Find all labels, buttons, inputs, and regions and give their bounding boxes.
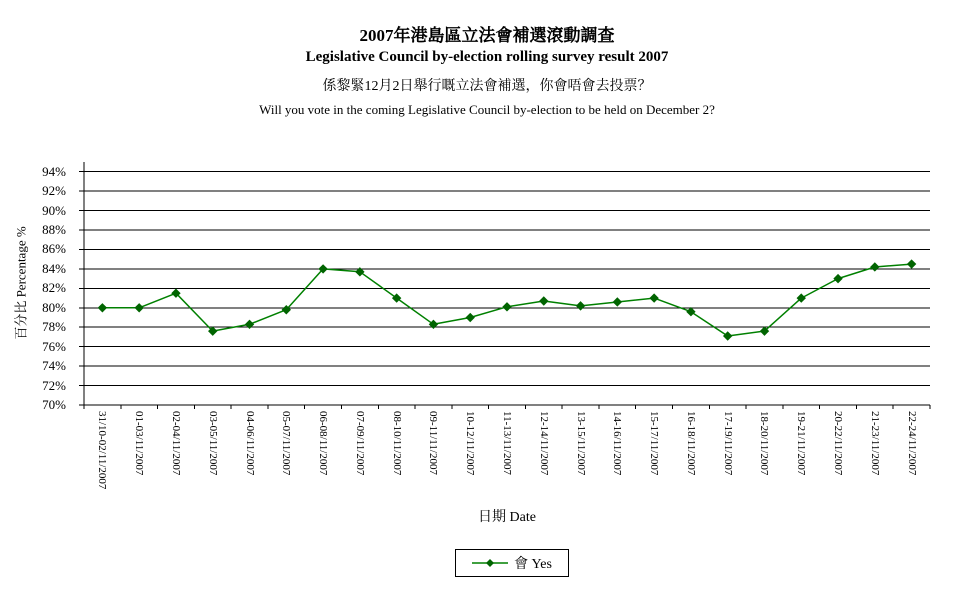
x-tick-label: 11-13/11/2007 [501,411,513,475]
x-tick-label: 08-10/11/2007 [390,411,403,476]
chart-title-en: Legislative Council by-election rolling survey result 2007 [305,49,669,65]
data-point-marker [908,260,916,268]
x-tick-label: 01-03/11/2007 [133,411,146,476]
y-tick-label: 92% [42,183,66,199]
y-tick-label: 94% [42,163,66,179]
x-tick-label: 10-12/11/2007 [464,411,477,476]
y-axis-title: 百分比 Percentage % [13,226,29,340]
data-point-marker [687,308,695,316]
data-point-marker [613,298,621,306]
y-tick-label: 76% [42,338,66,354]
plot-area-svg [78,162,936,414]
x-tick-label: 14-16/11/2007 [611,411,624,476]
data-point-marker [503,303,511,311]
data-point-marker [540,297,548,305]
y-tick-label: 82% [42,280,66,296]
series-line [102,264,911,336]
data-point-marker [577,302,585,310]
x-tick-label: 06-08/11/2007 [317,411,330,476]
y-tick-label: 80% [42,299,66,315]
x-tick-label: 05-07/11/2007 [280,411,293,476]
data-point-marker [98,304,106,312]
x-tick-label: 03-05/11/2007 [206,411,219,476]
data-point-marker [135,304,143,312]
legend-series-marker-icon [472,558,508,568]
legend [455,549,569,577]
y-tick-label: 74% [42,358,66,374]
y-tick-label: 72% [42,377,66,393]
x-tick-label: 21-23/11/2007 [868,411,881,476]
y-tick-label: 70% [42,397,66,412]
x-tick-label: 18-20/11/2007 [758,411,771,476]
x-tick-label: 13-15/11/2007 [574,411,587,476]
data-point-marker [466,314,474,322]
data-point-marker [871,263,879,271]
x-tick-label: 20-22/11/2007 [832,411,845,476]
x-tick-label: 19-21/11/2007 [795,411,808,476]
y-tick-label: 88% [42,222,66,238]
y-tick-label: 86% [42,241,66,257]
chart-subtitle-en: Will you vote in the coming Legislative Council by-election to be held on December 2? [259,102,715,117]
x-tick-label: 31/10-02/11/2007 [96,411,109,490]
x-tick-label: 15-17/11/2007 [648,411,661,476]
legend-label: 會 Yes [514,557,552,572]
x-tick-label: 09-11/11/2007 [427,411,440,475]
x-tick-label: 12-14/11/2007 [537,411,550,476]
data-point-marker [650,294,658,302]
data-point-marker [834,275,842,283]
y-tick-label: 90% [42,202,66,218]
chart-title-zh: 2007年港島區立法會補選滾動調查 [359,26,615,45]
chart-subtitle-zh: 係黎緊12月2日舉行嘅立法會補選，你會唔會去投票？ [322,79,652,94]
x-tick-label: 17-19/11/2007 [721,411,734,476]
data-point-marker [724,332,732,340]
x-axis-title: 日期 Date [478,510,536,525]
x-tick-label: 02-04/11/2007 [169,411,182,476]
x-tick-label: 16-18/11/2007 [684,411,697,476]
y-tick-label: 84% [42,260,66,276]
x-tick-label: 04-06/11/2007 [243,411,256,476]
x-tick-label: 22-24/11/2007 [905,411,918,476]
x-tick-label: 07-09/11/2007 [353,411,366,476]
y-tick-label: 78% [42,319,66,335]
